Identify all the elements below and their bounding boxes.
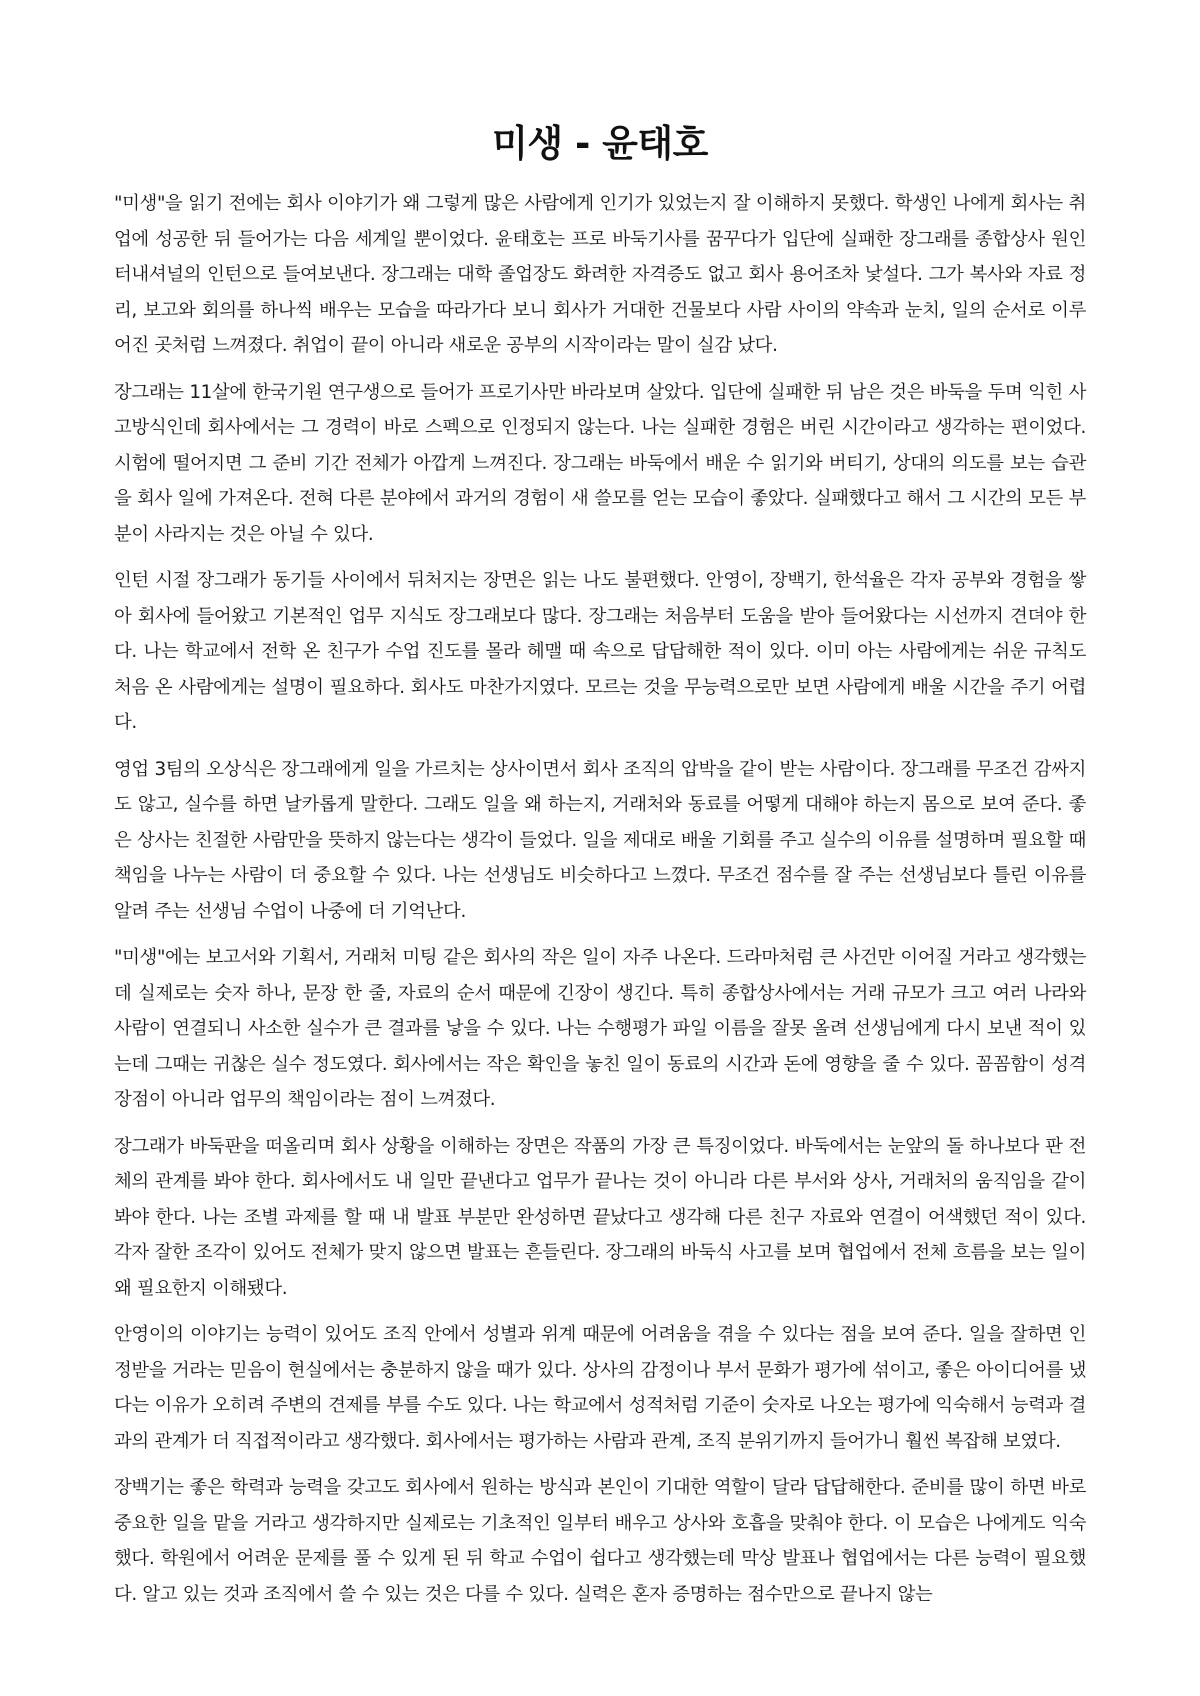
paragraph: 장백기는 좋은 학력과 능력을 갖고도 회사에서 원하는 방식과 본인이 기대한 역할이 달라 답답해한다. 준비를 많이 하면 바로 중요한 일을 맡을 거라고 생각하지만 실제로는 기초적인 일부터 배우고 상사와 호흡을 맞춰야 한다. 이 모습은 나에게도 익숙했다. 학원에서 어려운 문제를 풀 수 있게 된 뒤 학교 수업이 쉽다고 생각했는데 막상 발표나 협업에서는 다른 능력이 필요했다. 알고 있는 것과 조직에서 쓸 수 있는 것은 다를 수 있다. 실력은 혼자 증명하는 점수만으로 끝나지 않는 (114, 1477, 1086, 1605)
document-page (114, 118, 1086, 1623)
paragraph: "미생"에는 보고서와 기획서, 거래처 미팅 같은 회사의 작은 일이 자주 나온다. 드라마처럼 큰 사건만 이어질 거라고 생각했는데 실제로는 숫자 하나, 문장 한 줄, 자료의 순서 때문에 긴장이 생긴다. 특히 종합상사에서는 거래 규모가 크고 여러 나라와 사람이 연결되니 사소한 실수가 큰 결과를 낳을 수 있다. 나는 수행평가 파일 이름을 잘못 올려 선생님에게 다시 보낸 적이 있는데 그때는 귀찮은 실수 정도였다. 회사에서는 작은 확인을 놓친 일이 동료의 시간과 돈에 영향을 줄 수 있다. 꼼꼼함이 성격 장점이 아니라 업무의 책임이라는 점이 느껴졌다. (114, 947, 1086, 1110)
paragraph: 영업 3팀의 오상식은 장그래에게 일을 가르치는 상사이면서 회사 조직의 압박을 같이 받는 사람이다. 장그래를 무조건 감싸지도 않고, 실수를 하면 날카롭게 말한다. 그래도 일을 왜 하는지, 거래처와 동료를 어떻게 대해야 하는지 몸으로 보여 준다. 좋은 상사는 친절한 사람만을 뜻하지 않는다는 생각이 들었다. 일을 제대로 배울 기회를 주고 실수의 이유를 설명하며 필요할 때 책임을 나누는 사람이 더 중요할 수 있다. 나는 선생님도 비슷하다고 느꼈다. 무조건 점수를 잘 주는 선생님보다 틀린 이유를 알려 주는 선생님 수업이 나중에 더 기억난다. (114, 758, 1086, 922)
paragraph: 장그래는 11살에 한국기원 연구생으로 들어가 프로기사만 바라보며 살았다. 입단에 실패한 뒤 남은 것은 바둑을 두며 익힌 사고방식인데 회사에서는 그 경력이 바로 스펙으로 인정되지 않는다. 나는 실패한 경험은 버린 시간이라고 생각하는 편이었다. 시험에 떨어지면 그 준비 기간 전체가 아깝게 느껴진다. 장그래는 바둑에서 배운 수 읽기와 버티기, 상대의 의도를 보는 습관을 회사 일에 가져온다. 전혀 다른 분야에서 과거의 경험이 새 쓸모를 얻는 모습이 좋았다. 실패했다고 해서 그 시간의 모든 부분이 사라지는 것은 아닐 수 있다. (114, 381, 1086, 545)
paragraph: 안영이의 이야기는 능력이 있어도 조직 안에서 성별과 위계 때문에 어려움을 겪을 수 있다는 점을 보여 준다. 일을 잘하면 인정받을 거라는 믿음이 현실에서는 충분하지 않을 때가 있다. 상사의 감정이나 부서 문화가 평가에 섞이고, 좋은 아이디어를 냈다는 이유가 오히려 주변의 견제를 부를 수도 있다. 나는 학교에서 성적처럼 기준이 숫자로 나오는 평가에 익숙해서 능력과 결과의 관계가 더 직접적이라고 생각했다. 회사에서는 평가하는 사람과 관계, 조직 분위기까지 들어가니 훨씬 복잡해 보였다. (114, 1324, 1086, 1452)
paragraph: 장그래가 바둑판을 떠올리며 회사 상황을 이해하는 장면은 작품의 가장 큰 특징이었다. 바둑에서는 눈앞의 돌 하나보다 판 전체의 관계를 봐야 한다. 회사에서도 내 일만 끝낸다고 업무가 끝나는 것이 아니라 다른 부서와 상사, 거래처의 움직임을 같이 봐야 한다. 나는 조별 과제를 할 때 내 발표 부분만 완성하면 끝났다고 생각해 다른 친구 자료와 연결이 어색했던 적이 있다. 각자 잘한 조각이 있어도 전체가 맞지 않으면 발표는 흔들린다. 장그래의 바둑식 사고를 보며 협업에서 전체 흐름을 보는 일이 왜 필요한지 이해됐다. (114, 1135, 1086, 1299)
paragraph: "미생"을 읽기 전에는 회사 이야기가 왜 그렇게 많은 사람에게 인기가 있었는지 잘 이해하지 못했다. 학생인 나에게 회사는 취업에 성공한 뒤 들어가는 다음 세계일 뿐이었다. 윤태호는 프로 바둑기사를 꿈꾸다가 입단에 실패한 장그래를 종합상사 원인터내셔널의 인턴으로 들여보낸다. 장그래는 대학 졸업장도 화려한 자격증도 없고 회사 용어조차 낯설다. 그가 복사와 자료 정리, 보고와 회의를 하나씩 배우는 모습을 따라가다 보니 회사가 거대한 건물보다 사람 사이의 약속과 눈치, 일의 순서로 이루어진 곳처럼 느껴졌다. 취업이 끝이 아니라 새로운 공부의 시작이라는 말이 실감 났다. (114, 193, 1086, 356)
document-title: 미생 - 윤태호 (492, 122, 708, 165)
paragraph: 인턴 시절 장그래가 동기들 사이에서 뒤처지는 장면은 읽는 나도 불편했다. 안영이, 장백기, 한석율은 각자 공부와 경험을 쌓아 회사에 들어왔고 기본적인 업무 지식도 장그래보다 많다. 장그래는 처음부터 도움을 받아 들어왔다는 시선까지 견뎌야 한다. 나는 학교에서 전학 온 친구가 수업 진도를 몰라 헤맬 때 속으로 답답해한 적이 있다. 이미 아는 사람에게는 쉬운 규칙도 처음 온 사람에게는 설명이 필요하다. 회사도 마찬가지였다. 모르는 것을 무능력으로만 보면 사람에게 배울 시간을 주기 어렵다. (114, 570, 1086, 733)
